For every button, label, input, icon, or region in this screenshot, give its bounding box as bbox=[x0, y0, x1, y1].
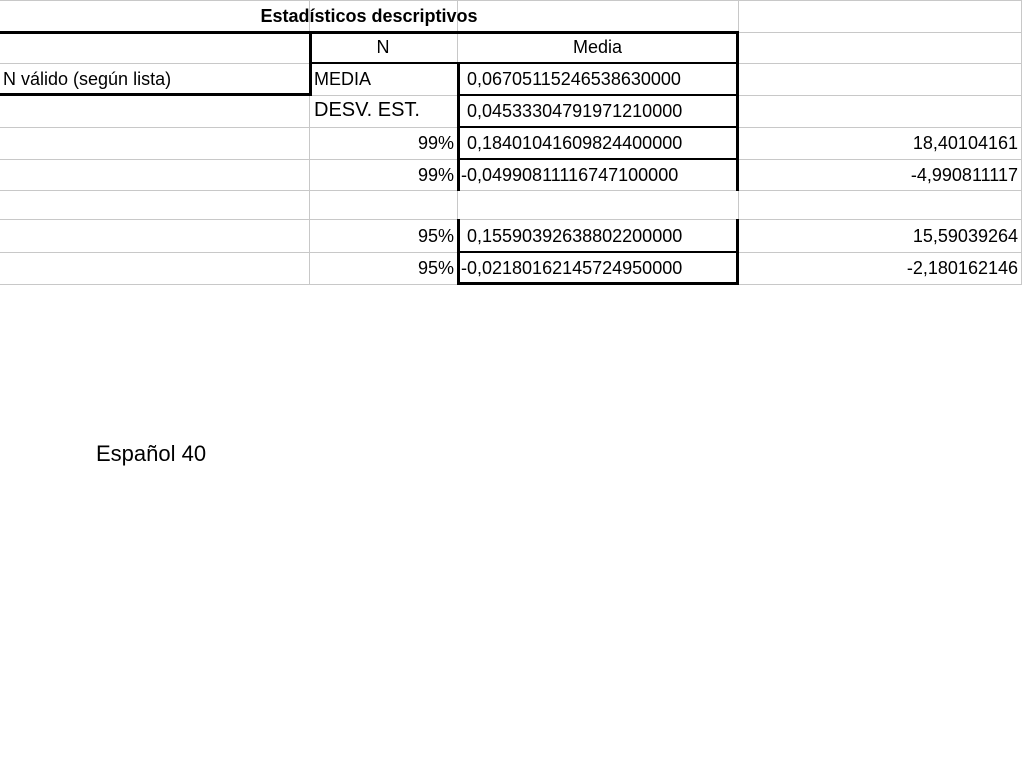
header-media: Media bbox=[572, 37, 623, 57]
row-label: N válido (según lista) bbox=[3, 69, 172, 89]
header-n: N bbox=[376, 37, 390, 57]
table-title: Estadísticos descriptivos bbox=[260, 6, 478, 26]
stat-label-99-lower: 99% bbox=[417, 165, 454, 185]
stat-extra-99-lower: -4,990811117 bbox=[910, 165, 1018, 185]
stat-value-99-lower: -0,04990811116747100000 bbox=[461, 165, 679, 185]
stat-value-media: 0,06705115246538630000 bbox=[467, 69, 681, 89]
caption-label: Español 40 bbox=[96, 441, 207, 466]
stat-extra-95-lower: -2,180162146 bbox=[906, 258, 1018, 278]
stat-value-95-upper: 0,15590392638802200000 bbox=[467, 226, 683, 246]
stat-label-media: MEDIA bbox=[314, 69, 372, 89]
stat-extra-99-upper: 18,40104161 bbox=[912, 133, 1018, 153]
stat-label-95-lower: 95% bbox=[417, 258, 454, 278]
stat-value-95-lower: -0,02180162145724950000 bbox=[461, 258, 683, 278]
stat-extra-95-upper: 15,59039264 bbox=[912, 226, 1018, 246]
stat-value-99-upper: 0,18401041609824400000 bbox=[467, 133, 683, 153]
stat-label-99-upper: 99% bbox=[417, 133, 454, 153]
stat-value-desv: 0,04533304791971210000 bbox=[467, 101, 683, 121]
stat-label-95-upper: 95% bbox=[417, 226, 454, 246]
stat-label-desv: DESV. EST. bbox=[314, 99, 420, 121]
